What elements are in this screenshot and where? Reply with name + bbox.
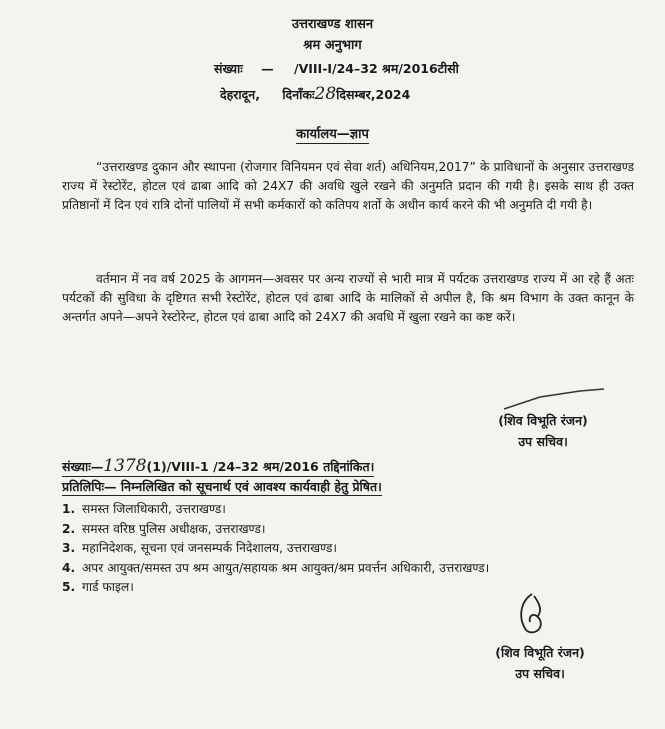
signature-mark-2 [510, 590, 555, 638]
recipient-list [62, 500, 582, 598]
place: देहरादून, [220, 87, 260, 102]
copy-reference-number: संख्याः—1378(1)/VIII-1 /24–32 श्रम/2016 तद्दिनांकित। [62, 456, 375, 476]
signature-mark-1 [500, 385, 610, 415]
paragraph-1: “उत्तराखण्ड दुकान और स्थापना (रोजगार विनियमन एवं सेवा शर्त) अधिनियम,2017” के प्राविधानों के अनुसार उत्तराखण्ड राज्य में रेस्टोरेंट, होटल एवं ढाबा आदि को 24X7 की अवधि खुले रखने की अनुमति प्रदान की गयी है। इसके साथ ही उक्त प्रतिष्ठानों में दिन एवं रात्रि दोनों पालियों में सभी कर्मकारों को कतिपय शर्तो के अधीन कार्य करने की भी अनुमति दी गयी है। [62, 160, 634, 213]
number-reference: /VIII-I/24–32 श्रम/2016टीसी [294, 61, 459, 76]
letter-number [214, 60, 459, 77]
signature-block-2 [470, 644, 610, 682]
signatory-name: (शिव विभूति रंजन) [498, 413, 588, 428]
list-item: 5. गार्ड फाइल। [62, 580, 134, 594]
department-title: श्रम अनुभाग [303, 38, 362, 53]
place-date-line [220, 84, 410, 104]
office-memo-heading: कार्यालय—ज्ञाप [296, 127, 369, 142]
list-item: 2. समस्त वरिष्ठ पुलिस अधीक्षक, उत्तराखण्ड। [62, 521, 266, 536]
paragraph-2: वर्तमान में नव वर्ष 2025 के आगमन—अवसर पर अन्य राज्यों से भारी मात्र में पर्यटक उत्तराखण्ड राज्य में आ रहे हैं अतः पर्यटकों की सुविधा के दृष्टिगत सभी रेस्टोरेंट, होटल एवं ढाबा आदि के मालिकों से अपील है, कि श्रम विभाग के उक्त कानून के अन्तर्गत अपने—अपने रेस्टोरेन्ट, होटल एवं ढाबा आदि को 24X7 की अवधि में खुला रखने का कष्ट करें। [62, 272, 634, 325]
handwritten-number: 1378 [103, 456, 147, 476]
number-label: संख्याः [214, 61, 243, 76]
signature-block-1 [478, 412, 608, 450]
handwritten-date: 28 [314, 84, 337, 104]
copy-to-line: प्रतिलिपिः— निम्नलिखित को सूचनार्थ एवं आवश्य कार्यवाही हेतु प्रेषित। [62, 479, 382, 494]
signatory-designation: उप सचिव। [515, 666, 565, 681]
signatory-designation: उप सचिव। [518, 434, 568, 449]
signatory-name: (शिव विभूति रंजन) [495, 645, 585, 660]
government-title: उत्तराखण्ड शासन [291, 17, 374, 32]
date-label: दिनाँकः [282, 87, 315, 102]
date-month-year: दिसम्बर,2024 [336, 87, 411, 102]
list-item: 4. अपर आयुक्त/समस्त उप श्रम आयुत/सहायक श्रम आयुक्त/श्रम प्रवर्त्तन अधिकारी, उत्तराखण्ड। [62, 560, 490, 575]
list-item: 3. महानिदेशक, सूचना एवं जनसम्पर्क निदेशालय, उत्तराखण्ड। [62, 541, 338, 555]
list-item: 1. समस्त जिलाधिकारी, उत्तराखण्ड। [62, 502, 226, 516]
number-dash: — [261, 61, 274, 76]
